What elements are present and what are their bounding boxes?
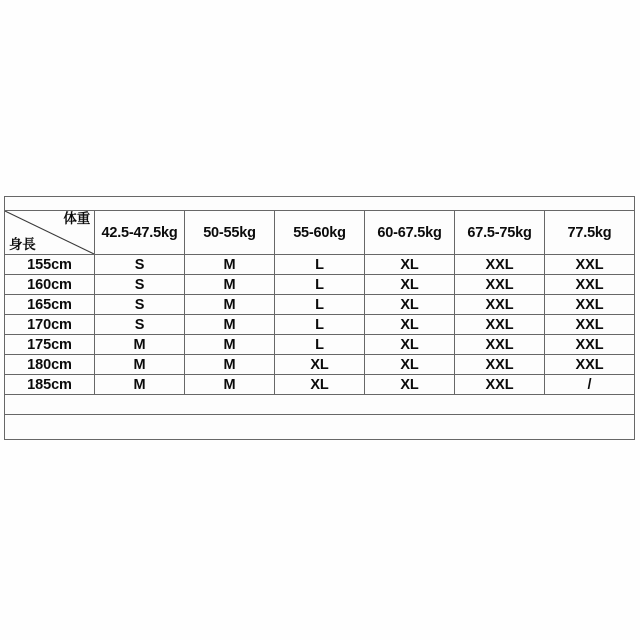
size-cell-5-5: XXL	[545, 355, 635, 375]
axis-corner-cell	[5, 211, 95, 255]
table-row	[5, 275, 635, 295]
size-cell-6-0: M	[95, 375, 185, 395]
table-header-row	[5, 211, 635, 255]
size-cell-2-2: L	[275, 295, 365, 315]
axis-label-weight: 体重	[63, 211, 90, 226]
size-cell-4-1: M	[185, 335, 275, 355]
table-spacer-row-bottom-1	[5, 395, 635, 415]
size-cell-3-3: XL	[365, 315, 455, 335]
size-cell-5-1: M	[185, 355, 275, 375]
size-cell-0-2: L	[275, 255, 365, 275]
spacer-cell-bottom-2	[5, 415, 635, 440]
table-row	[5, 295, 635, 315]
column-header-2: 55-60kg	[275, 211, 365, 255]
column-header-0: 42.5-47.5kg	[95, 211, 185, 255]
table-row	[5, 375, 635, 395]
size-cell-2-1: M	[185, 295, 275, 315]
table-row	[5, 335, 635, 355]
spacer-cell-top	[5, 197, 635, 211]
size-cell-4-2: L	[275, 335, 365, 355]
size-cell-4-0: M	[95, 335, 185, 355]
size-cell-3-2: L	[275, 315, 365, 335]
size-cell-0-0: S	[95, 255, 185, 275]
axis-label-height: 身長	[9, 237, 36, 253]
table-spacer-row-top	[5, 197, 635, 211]
size-cell-2-0: S	[95, 295, 185, 315]
spacer-cell-bottom-1	[5, 395, 635, 415]
column-header-4: 67.5-75kg	[455, 211, 545, 255]
size-cell-5-3: XL	[365, 355, 455, 375]
size-cell-6-2: XL	[275, 375, 365, 395]
size-chart-container	[4, 196, 635, 440]
size-cell-0-4: XXL	[455, 255, 545, 275]
size-cell-5-0: M	[95, 355, 185, 375]
size-cell-1-4: XXL	[455, 275, 545, 295]
size-cell-4-3: XL	[365, 335, 455, 355]
size-cell-1-5: XXL	[545, 275, 635, 295]
size-cell-3-0: S	[95, 315, 185, 335]
size-cell-1-1: M	[185, 275, 275, 295]
axis-corner-inner	[5, 211, 94, 254]
size-cell-6-4: XXL	[455, 375, 545, 395]
size-cell-0-1: M	[185, 255, 275, 275]
table-spacer-row-bottom-2	[5, 415, 635, 440]
size-cell-5-4: XXL	[455, 355, 545, 375]
size-cell-3-1: M	[185, 315, 275, 335]
column-header-3: 60-67.5kg	[365, 211, 455, 255]
column-header-1: 50-55kg	[185, 211, 275, 255]
size-cell-5-2: XL	[275, 355, 365, 375]
size-cell-3-5: XXL	[545, 315, 635, 335]
size-cell-1-0: S	[95, 275, 185, 295]
row-header-height-0: 155cm	[5, 255, 95, 275]
size-chart-table	[4, 196, 635, 440]
row-header-height-3: 170cm	[5, 315, 95, 335]
size-cell-3-4: XXL	[455, 315, 545, 335]
size-cell-4-4: XXL	[455, 335, 545, 355]
row-header-height-1: 160cm	[5, 275, 95, 295]
size-cell-2-5: XXL	[545, 295, 635, 315]
size-cell-4-5: XXL	[545, 335, 635, 355]
table-row	[5, 315, 635, 335]
row-header-height-5: 180cm	[5, 355, 95, 375]
size-cell-1-3: XL	[365, 275, 455, 295]
size-cell-2-3: XL	[365, 295, 455, 315]
size-cell-0-5: XXL	[545, 255, 635, 275]
size-cell-0-3: XL	[365, 255, 455, 275]
size-cell-1-2: L	[275, 275, 365, 295]
size-cell-6-1: M	[185, 375, 275, 395]
size-cell-6-3: XL	[365, 375, 455, 395]
row-header-height-4: 175cm	[5, 335, 95, 355]
size-cell-2-4: XXL	[455, 295, 545, 315]
size-cell-6-5: /	[545, 375, 635, 395]
column-header-5: 77.5kg	[545, 211, 635, 255]
table-row	[5, 355, 635, 375]
row-header-height-6: 185cm	[5, 375, 95, 395]
table-row	[5, 255, 635, 275]
row-header-height-2: 165cm	[5, 295, 95, 315]
